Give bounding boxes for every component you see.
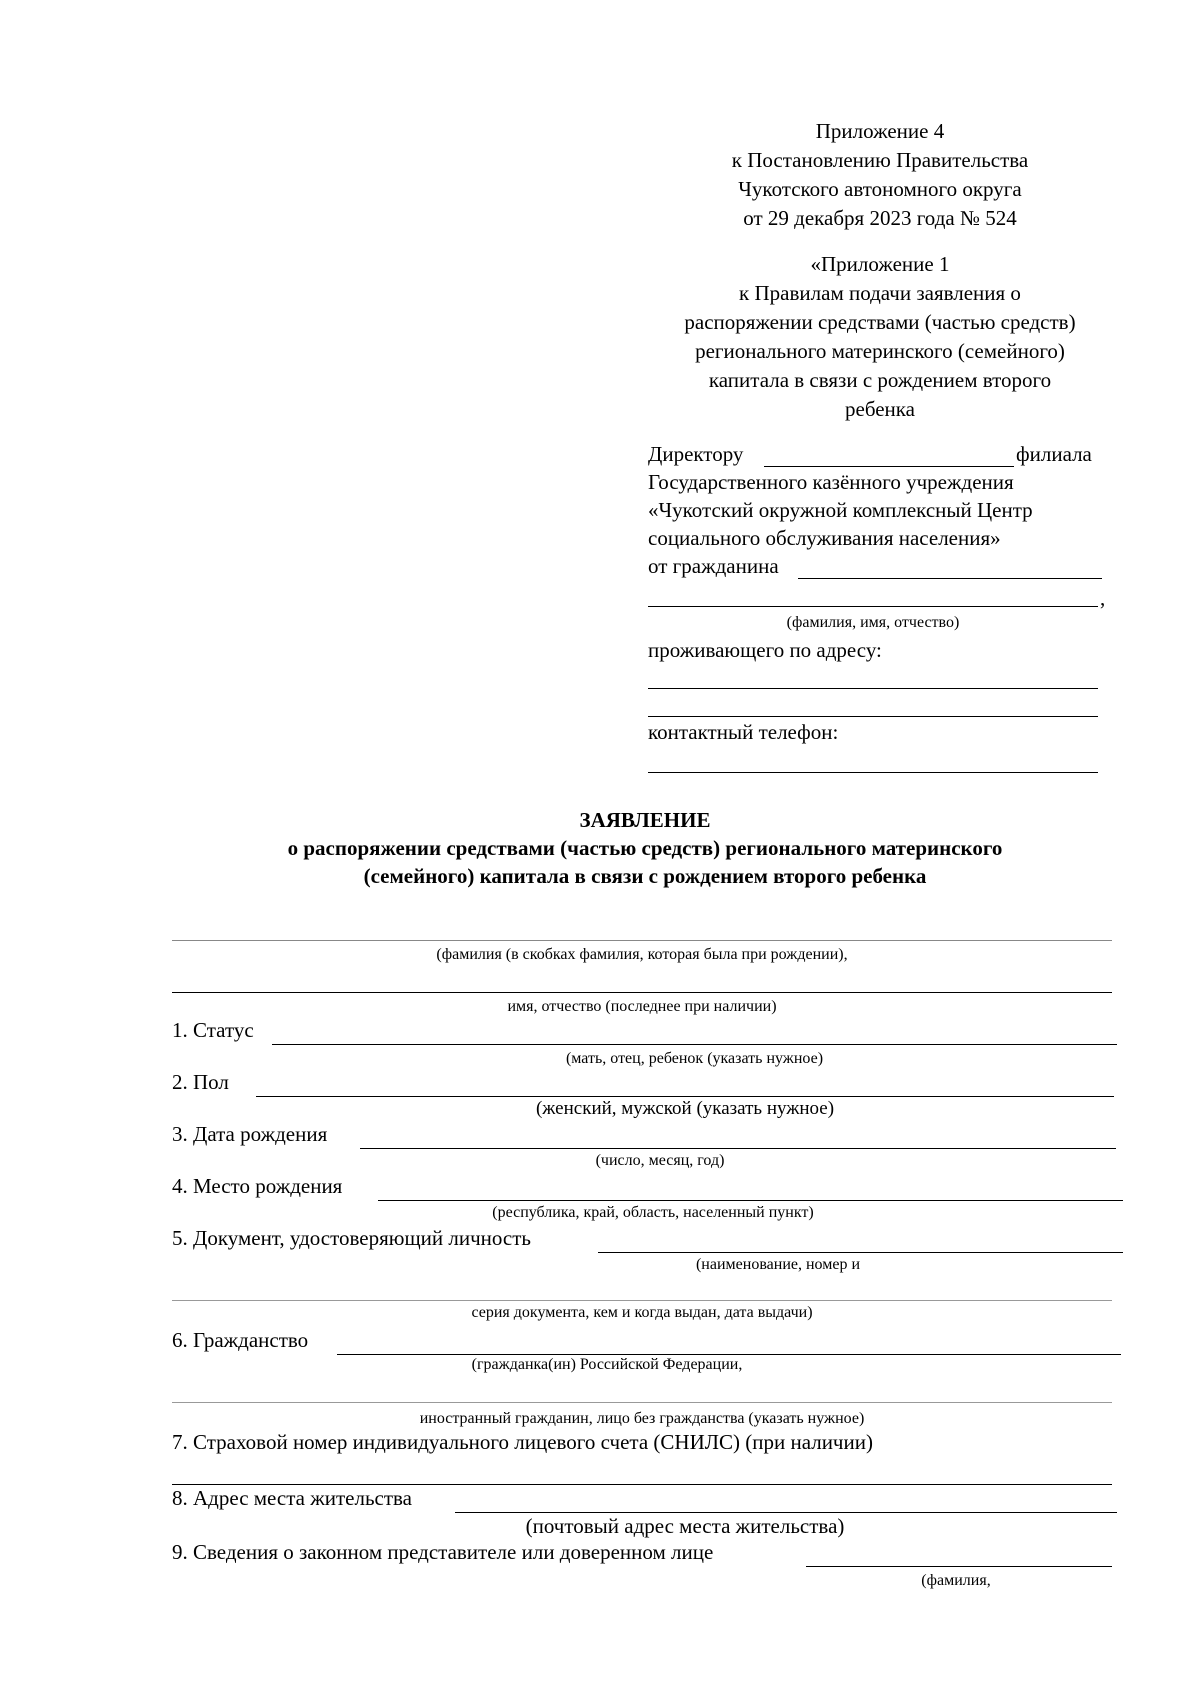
sex-field[interactable] [256, 1096, 1114, 1097]
from-citizen-label: от гражданина [648, 554, 779, 578]
title-line: (семейного) капитала в связи с рождением второго ребенка [363, 864, 927, 888]
appendix-rules-line: к Правилам подачи заявления о [739, 281, 1021, 305]
status-label: 1. Статус [172, 1018, 254, 1042]
appendix-line: к Постановлению Правительства [731, 148, 1029, 172]
status-field[interactable] [272, 1044, 1117, 1045]
appendix-rules-line: распоряжении средствами (частью средств) [684, 310, 1076, 334]
phone-field[interactable] [648, 772, 1098, 773]
citizenship-field[interactable] [337, 1354, 1121, 1355]
appendix-rules-header [640, 250, 1120, 424]
address-label: проживающего по адресу: [648, 638, 882, 662]
appendix-rules-line: ребенка [845, 397, 915, 421]
birthdate-field[interactable] [360, 1148, 1116, 1149]
citizenship-caption: (гражданка(ин) Российской Федерации, [471, 1356, 743, 1373]
representative-label: 9. Сведения о законном представителе или доверенном лице [172, 1540, 714, 1564]
sex-label: 2. Пол [172, 1070, 229, 1094]
birthdate-label: 3. Дата рождения [172, 1122, 328, 1146]
id-document-caption-2: серия документа, кем и когда выдан, дата выдачи) [471, 1304, 813, 1321]
addressee-block [648, 442, 1128, 782]
citizen-name-field-2[interactable] [648, 606, 1098, 607]
residence-address-field[interactable] [455, 1512, 1117, 1513]
surname-field[interactable] [172, 940, 1112, 941]
institution-line: социального обслуживания населения» [648, 526, 1001, 550]
residence-address-label: 8. Адрес места жительства [172, 1486, 412, 1510]
appendix-line: Приложение 4 [815, 119, 945, 143]
sex-caption: (женский, мужской (указать нужное) [535, 1098, 835, 1119]
appendix-rules-line: «Приложение 1 [810, 252, 950, 276]
name-field[interactable] [172, 992, 1112, 993]
application-title [120, 806, 1170, 890]
comma: , [1100, 586, 1106, 610]
surname-caption: (фамилия (в скобках фамилия, которая была при рождении), [436, 946, 848, 963]
institution-line: «Чукотский окружной комплексный Центр [648, 498, 1033, 522]
branch-name-field[interactable] [764, 466, 1014, 467]
id-document-label: 5. Документ, удостоверяющий личность [172, 1226, 531, 1250]
birthdate-caption: (число, месяц, год) [595, 1152, 725, 1169]
name-caption: имя, отчество (последнее при наличии) [507, 998, 777, 1015]
citizenship-label: 6. Гражданство [172, 1328, 309, 1352]
representative-field[interactable] [806, 1566, 1112, 1567]
institution-line: Государственного казённого учреждения [648, 470, 1014, 494]
representative-caption: (фамилия, [921, 1572, 991, 1589]
appendix-rules-line: регионального материнского (семейного) [695, 339, 1065, 363]
birthplace-field[interactable] [378, 1200, 1123, 1201]
id-document-caption: (наименование, номер и [695, 1256, 861, 1273]
branch-label: филиала [1016, 442, 1092, 466]
id-document-field[interactable] [598, 1252, 1123, 1253]
appendix-rules-line: капитала в связи с рождением второго [708, 368, 1052, 392]
phone-label: контактный телефон: [648, 720, 839, 744]
appendix-line: Чукотского автономного округа [738, 177, 1022, 201]
birthplace-caption: (республика, край, область, населенный пункт) [492, 1204, 814, 1221]
title-heading: ЗАЯВЛЕНИЕ [579, 808, 711, 832]
appendix-line: от 29 декабря 2023 года № 524 [743, 206, 1017, 230]
id-document-field-2[interactable] [172, 1300, 1112, 1301]
snils-label: 7. Страховой номер индивидуального лицевого счета (СНИЛС) (при наличии) [172, 1430, 873, 1454]
citizenship-caption-2: иностранный гражданин, лицо без гражданства (указать нужное) [419, 1410, 865, 1427]
residence-address-caption: (почтовый адрес места жительства) [525, 1514, 845, 1538]
birthplace-label: 4. Место рождения [172, 1174, 343, 1198]
address-field-1[interactable] [648, 688, 1098, 689]
director-label: Директору [648, 442, 744, 466]
citizenship-field-2[interactable] [172, 1402, 1112, 1403]
snils-field[interactable] [172, 1484, 1112, 1485]
appendix-header [640, 117, 1120, 233]
citizen-name-field[interactable] [798, 578, 1102, 579]
fio-caption: (фамилия, имя, отчество) [786, 614, 960, 631]
address-field-2[interactable] [648, 716, 1098, 717]
title-line: о распоряжении средствами (частью средств) регионального материнского [287, 836, 1003, 860]
status-caption: (мать, отец, ребенок (указать нужное) [565, 1050, 824, 1067]
